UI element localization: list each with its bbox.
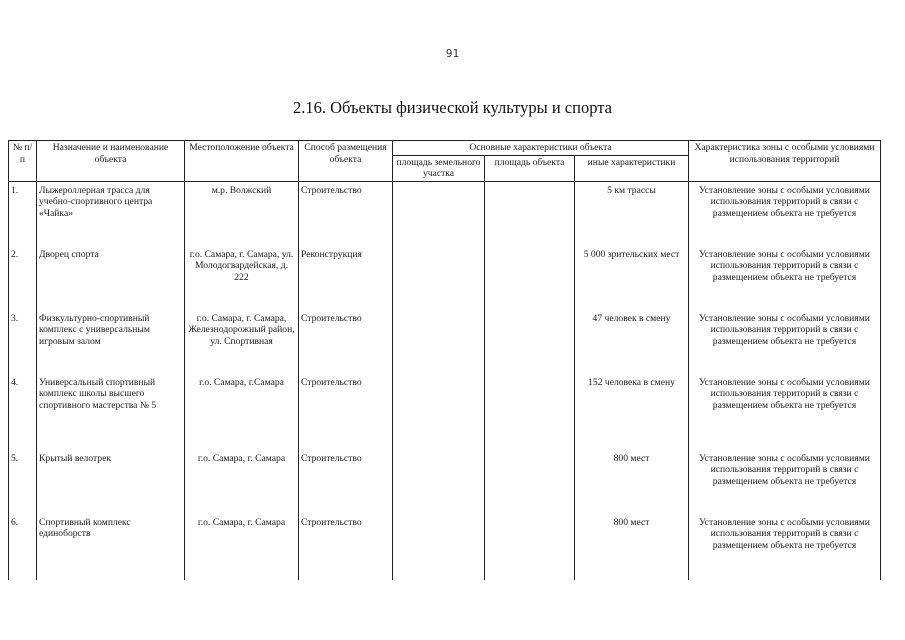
object-name: Спортивный комплекс единоборств [37,514,185,580]
object-name: Физкультурно-спортивный комплекс с универсальным игровым залом [37,310,185,374]
object-location: г.о. Самара, г. Самара [185,514,299,580]
table-row [9,310,881,374]
object-area [485,374,575,450]
object-location: г.о. Самара, г. Самара, ул. Молодогвардейская, д. 222 [185,246,299,310]
object-name: Лыжероллерная трасса для учебно-спортивного центра «Чайка» [37,181,185,246]
other-characteristics: 5 км трассы [575,181,689,246]
document-title: 2.16. Объекты физической культуры и спорта [293,98,612,117]
table-row [9,246,881,310]
object-area [485,514,575,580]
placement-method: Строительство [299,374,393,450]
zone-characteristics: Установление зоны с особыми условиями использования территорий в связи с размещением объекта не требуется [689,246,881,310]
header-zone: Характеристика зоны с особыми условиями использования территорий [689,141,881,182]
other-characteristics: 47 человек в смену [575,310,689,374]
placement-method: Строительство [299,310,393,374]
object-location: г.о. Самара, г.Самара [185,374,299,450]
object-name: Универсальный спортивный комплекс школы высшего спортивного мастерства № 5 [37,374,185,450]
object-location: г.о. Самара, г. Самара, Железнодорожный район, ул. Спортивная [185,310,299,374]
header-object-area: площадь объекта [485,155,575,181]
zone-characteristics: Установление зоны с особыми условиями использования территорий в связи с размещением объекта не требуется [689,514,881,580]
header-num: № п/п [9,141,37,182]
table-body [9,181,881,580]
land-area [393,374,485,450]
object-area [485,181,575,246]
zone-characteristics: Установление зоны с особыми условиями использования территорий в связи с размещением объекта не требуется [689,310,881,374]
object-name: Дворец спорта [37,246,185,310]
other-characteristics: 152 человека в смену [575,374,689,450]
row-number: 4. [9,374,37,450]
table-row [9,450,881,514]
header-method: Способ размещения объекта [299,141,393,182]
table-row [9,181,881,246]
object-area [485,246,575,310]
other-characteristics: 5 000 зрительских мест [575,246,689,310]
zone-characteristics: Установление зоны с особыми условиями использования территорий в связи с размещением объекта не требуется [689,181,881,246]
placement-method: Строительство [299,514,393,580]
row-number: 5. [9,450,37,514]
header-name: Назначение и наименование объекта [37,141,185,182]
row-number: 3. [9,310,37,374]
object-area [485,310,575,374]
land-area [393,310,485,374]
land-area [393,181,485,246]
header-location: Местоположение объекта [185,141,299,182]
placement-method: Строительство [299,450,393,514]
object-location: м.р. Волжский [185,181,299,246]
row-number: 2. [9,246,37,310]
other-characteristics: 800 мест [575,514,689,580]
objects-table [8,140,881,580]
header-main-characteristics: Основные характеристики объекта [393,141,689,156]
page-number: 91 [445,47,460,60]
header-land-area: площадь земельного участка [393,155,485,181]
object-area [485,450,575,514]
zone-characteristics: Установление зоны с особыми условиями использования территорий в связи с размещением объекта не требуется [689,374,881,450]
placement-method: Строительство [299,181,393,246]
header-other-characteristics: иные характеристики [575,155,689,181]
other-characteristics: 800 мест [575,450,689,514]
object-location: г.о. Самара, г. Самара [185,450,299,514]
land-area [393,246,485,310]
placement-method: Реконструкция [299,246,393,310]
table-row [9,374,881,450]
object-name: Крытый велотрек [37,450,185,514]
table-row [9,514,881,580]
zone-characteristics: Установление зоны с особыми условиями использования территорий в связи с размещением объекта не требуется [689,450,881,514]
land-area [393,514,485,580]
land-area [393,450,485,514]
row-number: 6. [9,514,37,580]
row-number: 1. [9,181,37,246]
